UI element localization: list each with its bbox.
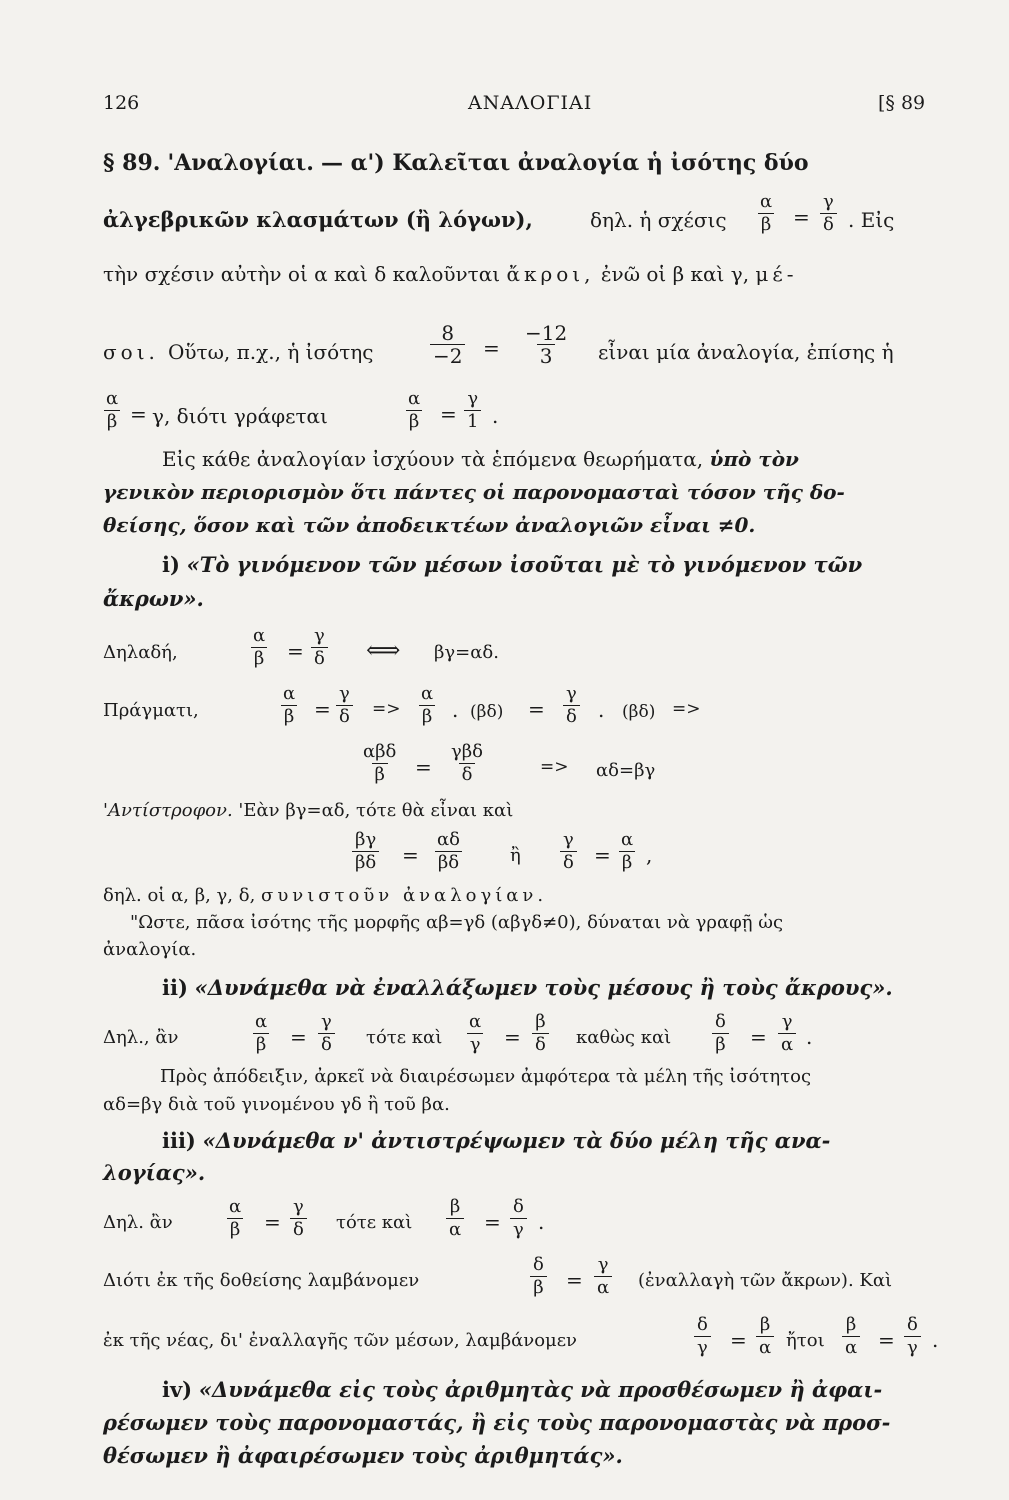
period: .	[538, 1210, 545, 1234]
fraction-a-over-b	[405, 388, 423, 433]
equals-sign: =	[594, 843, 611, 867]
theorem-4-text-cont2: θέσωμεν ἢ ἀφαιρέσωμεν τοὺς ἀριθμητάς».	[103, 1443, 623, 1468]
equals-sign: =	[290, 1025, 307, 1049]
denominator: β	[281, 705, 297, 728]
theorem-3-label: iii)	[162, 1128, 196, 1153]
theorem-2-label: ii)	[162, 975, 188, 1000]
thm3-enallagi: (ἐναλλαγὴ τῶν ἄκρων). Καὶ	[638, 1270, 893, 1291]
equals-sign: =	[130, 402, 147, 426]
implies-arrow: =>	[372, 699, 401, 719]
dot: .	[598, 698, 605, 722]
numerator: γ	[293, 1196, 304, 1217]
equals-sign: =	[483, 336, 500, 360]
bg-eq-ad: βγ=αδ.	[434, 642, 499, 663]
numerator: αδ	[437, 829, 460, 850]
thm2-proof-line2: αδ=βγ διὰ τοῦ γινομένου γδ ἢ τοῦ βα.	[103, 1094, 450, 1115]
denominator: α	[842, 1336, 860, 1359]
theorem-3-text: «Δυνάμεθα ν' ἀντιστρέψωμεν τὰ δύο μέλη τῆς ανα-	[202, 1128, 831, 1153]
fraction-a-over-b	[618, 829, 636, 874]
numerator: α	[408, 388, 421, 409]
theorem-4-text-cont: ρέσωμεν τοὺς παρονομαστάς, ἢ εἰς τοὺς παρονομαστὰς νὰ προσ-	[103, 1410, 891, 1435]
fraction-g-over-d	[563, 683, 580, 728]
fraction-d-over-b	[530, 1254, 547, 1299]
theorem-3-text-cont: λογίας».	[103, 1160, 206, 1185]
equals-sign: =	[566, 1268, 583, 1292]
section-number: § 89.	[103, 150, 161, 176]
denominator: α	[594, 1276, 612, 1299]
denominator: δ	[563, 705, 580, 728]
denominator: γ	[904, 1336, 921, 1359]
denominator: α	[756, 1336, 774, 1359]
fraction-d-over-g	[510, 1196, 527, 1241]
denominator: δ	[560, 851, 577, 874]
dot: .	[452, 698, 459, 722]
antistrofon-line	[103, 800, 513, 821]
denominator: β	[251, 647, 267, 670]
p1-line2a: ἀλγεβρικῶν κλασμάτων (ἢ λόγων),	[103, 207, 533, 232]
theorem-4-text: «Δυνάμεθα εἰς τοὺς ἀριθμητὰς νὰ προσθέσωμεν ἢ ἀφαι-	[198, 1377, 883, 1402]
mesoi-term: σοι.	[103, 340, 159, 364]
fraction-gbd-over-d	[448, 741, 486, 786]
fraction-a-over-b	[250, 625, 268, 670]
numerator: βγ	[355, 829, 377, 850]
numerator: β	[535, 1011, 546, 1032]
numerator: α	[255, 1011, 268, 1032]
theorem-3-heading	[162, 1128, 830, 1153]
numerator: α	[253, 625, 266, 646]
p1-line4c: εἶναι μία ἀναλογία, ἐπίσης ἡ	[598, 340, 894, 364]
equals-sign: =	[504, 1025, 521, 1049]
p2-line1b: ὑπὸ τὸν	[709, 447, 799, 471]
numerator: α	[106, 388, 119, 409]
denominator: β	[253, 1033, 269, 1056]
section-intro: — α') Καλεῖται ἀναλογία ἡ ἰσότης δύο	[320, 150, 809, 176]
denominator: β	[406, 410, 422, 433]
p1-line3c: ἐνῶ οἱ β καὶ γ,	[600, 262, 750, 286]
fraction-a-over-b	[103, 388, 121, 433]
p1-line4b: Οὕτω, π.χ., ἡ ἰσότης	[168, 340, 374, 364]
numerator: α	[283, 683, 296, 704]
fraction-g-over-d	[336, 683, 353, 728]
numerator: δ	[513, 1196, 524, 1217]
equals-sign: =	[415, 755, 432, 779]
thm2-tote: τότε καὶ	[366, 1027, 443, 1048]
equals-sign: =	[287, 639, 304, 663]
hoste-line: "Ωστε, πᾶσα ἰσότης τῆς μορφῆς αβ=γδ (αβγδ≠0), δύναται νὰ γραφῇ ὡς	[130, 912, 784, 933]
implies-arrow: =>	[672, 699, 701, 719]
ad-eq-bg: αδ=βγ	[596, 760, 656, 781]
fraction-a-over-b	[757, 191, 775, 236]
fraction-a-over-b	[418, 683, 436, 728]
bd-factor: (βδ)	[622, 702, 656, 722]
section-heading	[103, 150, 809, 176]
denominator: δ	[336, 705, 353, 728]
p1-line2b: δηλ. ἡ σχέσις	[590, 208, 727, 232]
numerator: α	[229, 1196, 242, 1217]
numerator: αβδ	[363, 741, 397, 762]
fraction-8-over-minus2	[430, 322, 465, 367]
theorem-4-label: iv)	[162, 1377, 193, 1402]
numerator: δ	[715, 1011, 726, 1032]
denominator: β	[104, 410, 120, 433]
p1-line5a: γ, διότι γράφεται	[152, 404, 328, 428]
denominator: −2	[430, 344, 465, 367]
numerator: α	[421, 683, 434, 704]
meso-term: μέ-	[755, 262, 798, 286]
akroi-term: ἄκροι,	[506, 262, 595, 286]
synistoun-text: συνιστοῦν ἀναλογίαν.	[261, 885, 548, 906]
comma: ,	[646, 843, 653, 867]
p1-line3a: τὴν σχέσιν αὐτὴν οἱ α καὶ δ καλοῦνται	[103, 262, 501, 286]
period: .	[492, 404, 499, 428]
denominator: δ	[290, 1218, 307, 1241]
numerator: 8	[441, 321, 455, 345]
fraction-a-over-g	[466, 1011, 484, 1056]
numerator: δ	[533, 1254, 544, 1275]
analogia-word: ἀναλογία.	[103, 939, 197, 960]
fraction-g-over-d	[290, 1196, 307, 1241]
denominator: δ	[311, 647, 328, 670]
denominator: 1	[464, 410, 481, 433]
p2-line1	[162, 447, 799, 471]
theorem-2-heading	[162, 975, 893, 1000]
numerator: γ	[467, 388, 479, 409]
denominator: β	[227, 1218, 243, 1241]
p2-line2: γενικὸν περιορισμὸν ὅτι πάντες οἱ παρονομασταὶ τόσον τῆς δο-	[103, 480, 845, 504]
numerator: −12	[525, 321, 568, 345]
denominator: γ	[694, 1336, 711, 1359]
denominator: β	[372, 763, 388, 786]
theorem-1-label: i)	[162, 552, 180, 577]
theorem-1-heading	[162, 552, 862, 577]
page-number: 126	[103, 92, 140, 114]
numerator: γ	[597, 1254, 609, 1275]
numerator: γ	[566, 683, 577, 704]
equals-sign: =	[314, 697, 331, 721]
dil-text: δηλ. οἱ α, β, γ, δ,	[103, 885, 256, 906]
numerator: γ	[314, 625, 325, 646]
antistrofon-text: 'Εὰν βγ=αδ, τότε θὰ εἶναι καὶ	[238, 800, 514, 821]
denominator: δ	[820, 213, 837, 236]
fraction-d-over-g	[904, 1314, 921, 1359]
denominator: β	[712, 1033, 728, 1056]
theorem-4-heading	[162, 1377, 882, 1402]
denominator: δ	[459, 763, 476, 786]
equals-sign: =	[878, 1328, 895, 1352]
numerator: γβδ	[451, 741, 484, 762]
denominator: γ	[467, 1033, 484, 1056]
numerator: γ	[321, 1011, 332, 1032]
thm3-itoi: ἤτοι	[786, 1330, 825, 1351]
antistrofon-label: 'Αντίστροφον.	[103, 800, 233, 821]
denominator: β	[758, 213, 774, 236]
fraction-a-over-b	[280, 683, 298, 728]
dilad-label: Δηλαδή,	[103, 642, 178, 663]
thm2-kathos: καθὼς καὶ	[576, 1027, 672, 1048]
p1-line2c: . Εἰς	[848, 208, 895, 232]
denominator: βδ	[352, 851, 379, 874]
denominator: β	[419, 705, 435, 728]
numerator: γ	[563, 829, 574, 850]
numerator: γ	[823, 191, 834, 212]
numerator: β	[845, 1314, 857, 1335]
fraction-b-over-a	[446, 1196, 464, 1241]
denominator: α	[778, 1033, 796, 1056]
or-word: ἢ	[510, 845, 521, 866]
fraction-g-over-a	[778, 1011, 796, 1056]
p2-line3: θείσης, ὅσον καὶ τῶν ἀποδεικτέων ἀναλογιῶν εἶναι ≠0.	[103, 513, 756, 537]
equals-sign: =	[484, 1210, 501, 1234]
section-title: 'Αναλογίαι.	[167, 150, 314, 176]
fraction-g-over-d	[820, 191, 837, 236]
p1-line3	[103, 262, 798, 286]
fraction-d-over-g	[694, 1314, 711, 1359]
numerator: β	[449, 1196, 461, 1217]
bd-factor: (βδ)	[470, 702, 504, 722]
period: .	[932, 1328, 939, 1352]
equals-sign: =	[402, 843, 419, 867]
p2-line1a: Εἰς κάθε ἀναλογίαν ἰσχύουν τὰ ἑπόμενα θεωρήματα,	[162, 447, 704, 471]
running-title: ΑΝΑΛΟΓΙΑΙ	[468, 92, 593, 114]
denominator: α	[446, 1218, 464, 1241]
fraction-a-over-b	[226, 1196, 244, 1241]
numerator: α	[760, 191, 773, 212]
thm3-dil: Δηλ. ἂν	[103, 1212, 173, 1233]
period: .	[806, 1025, 813, 1049]
numerator: δ	[907, 1314, 918, 1335]
denominator: β	[530, 1276, 546, 1299]
implies-arrow: =>	[540, 757, 569, 777]
equals-sign: =	[440, 402, 457, 426]
pragmati-label: Πράγματι,	[103, 700, 199, 721]
equals-sign: =	[528, 697, 545, 721]
thm2-proof-line1: Πρὸς ἀπόδειξιν, ἀρκεῖ νὰ διαιρέσωμεν ἀμφότερα τὰ μέλη τῆς ἰσότητος	[160, 1066, 812, 1087]
fraction-d-over-b	[712, 1011, 729, 1056]
equals-sign: =	[750, 1025, 767, 1049]
iff-arrow: ⟺	[366, 636, 401, 664]
fraction-a-over-b	[252, 1011, 270, 1056]
numerator: γ	[781, 1011, 793, 1032]
thm3-dioti: Διότι ἐκ τῆς δοθείσης λαμβάνομεν	[103, 1270, 420, 1291]
dil-line	[103, 885, 547, 906]
fraction-minus12-over-3	[522, 322, 570, 367]
numerator: δ	[697, 1314, 708, 1335]
equals-sign: =	[793, 205, 810, 229]
thm2-dil: Δηλ., ἂν	[103, 1027, 179, 1048]
denominator: 3	[537, 344, 556, 367]
section-reference: [§ 89	[878, 92, 926, 114]
numerator: γ	[339, 683, 350, 704]
denominator: βδ	[435, 851, 462, 874]
fraction-bg-over-bd	[352, 829, 379, 874]
fraction-b-over-a	[842, 1314, 860, 1359]
numerator: α	[469, 1011, 482, 1032]
numerator: β	[759, 1314, 771, 1335]
fraction-ad-over-bd	[434, 829, 463, 874]
fraction-g-over-d	[318, 1011, 335, 1056]
fraction-g-over-d	[560, 829, 577, 874]
theorem-1-text: «Τὸ γινόμενον τῶν μέσων ἰσοῦται μὲ τὸ γινόμενον τῶν	[186, 552, 863, 577]
fraction-g-over-1	[464, 388, 481, 433]
theorem-1-text-cont: ἄκρων».	[103, 586, 204, 611]
fraction-abd-over-b	[360, 741, 399, 786]
theorem-2-text: «Δυνάμεθα νὰ ἐναλλάξωμεν τοὺς μέσους ἢ τοὺς ἄκρους».	[194, 975, 893, 1000]
denominator: γ	[510, 1218, 527, 1241]
fraction-g-over-a	[594, 1254, 612, 1299]
fraction-b-over-a	[756, 1314, 774, 1359]
numerator: α	[621, 829, 634, 850]
fraction-b-over-d	[532, 1011, 549, 1056]
denominator: β	[619, 851, 635, 874]
denominator: δ	[532, 1033, 549, 1056]
thm3-tote: τότε καὶ	[336, 1212, 413, 1233]
thm3-ek: ἐκ τῆς νέας, δι' ἐναλλαγῆς τῶν μέσων, λαμβάνομεν	[103, 1330, 578, 1351]
equals-sign: =	[730, 1328, 747, 1352]
equals-sign: =	[264, 1210, 281, 1234]
denominator: δ	[318, 1033, 335, 1056]
fraction-g-over-d	[311, 625, 328, 670]
